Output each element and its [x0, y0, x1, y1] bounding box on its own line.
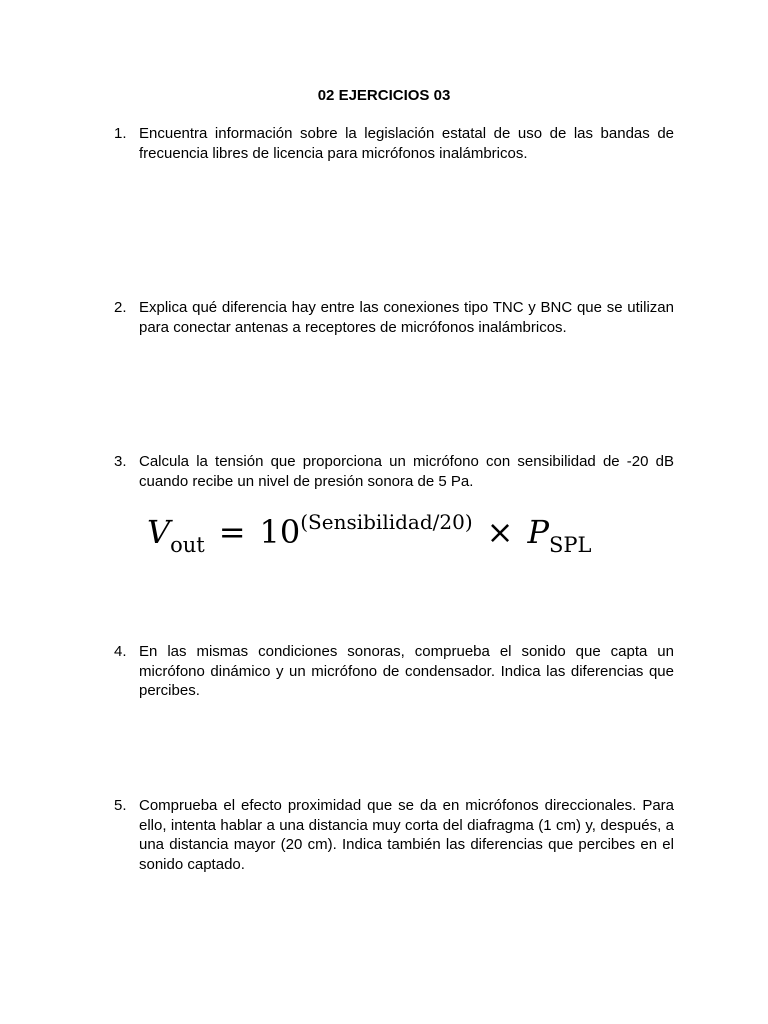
exercise-text: Encuentra información sobre la legislación estatal de uso de las bandas de frecuencia libres de licencia para micrófonos inalámbricos.: [139, 125, 674, 162]
exercise-text: Explica qué diferencia hay entre las conexiones tipo TNC y BNC que se utilizan para conectar antenas a receptores de micrófonos inalámbricos.: [139, 299, 674, 336]
exercise-item-2: [114, 298, 674, 337]
exercise-number: 5.: [114, 797, 127, 814]
exercise-item-4: [114, 642, 674, 701]
voltage-formula: [147, 500, 591, 567]
formula-p-subscript: SPL: [549, 533, 592, 557]
exercise-item-3: [114, 452, 674, 491]
exercise-number: 4.: [114, 643, 127, 660]
exercise-number: 3.: [114, 453, 127, 470]
exercise-text: Comprueba el efecto proximidad que se da en micrófonos direccionales. Para ello, intenta hablar a una distancia muy corta del diafragma (1 cm) y, después, a una distancia mayor (20 cm). Indica también las diferencias que percibes en el sonido captado.: [139, 797, 674, 873]
exercise-number: 1.: [114, 125, 127, 142]
formula-exponent: (Sensibilidad/20): [300, 510, 473, 534]
exercise-item-5: [114, 796, 674, 874]
formula-base: 10: [259, 513, 301, 551]
exercise-number: 2.: [114, 299, 127, 316]
formula-equals: =: [218, 513, 246, 551]
exercise-text: Calcula la tensión que proporciona un micrófono con sensibilidad de -20 dB cuando recibe un nivel de presión sonora de 5 Pa.: [139, 453, 674, 490]
formula-times: ×: [486, 513, 514, 551]
exercise-text: En las mismas condiciones sonoras, comprueba el sonido que capta un micrófono dinámico y un micrófono de condensador. Indica las diferencias que percibes.: [139, 643, 674, 699]
formula-v-subscript: out: [170, 533, 205, 557]
formula-p-symbol: P: [527, 513, 549, 551]
document-title: 02 EJERCICIOS 03: [317, 87, 451, 104]
formula-v-symbol: V: [147, 513, 171, 551]
exercise-item-1: [114, 124, 674, 163]
